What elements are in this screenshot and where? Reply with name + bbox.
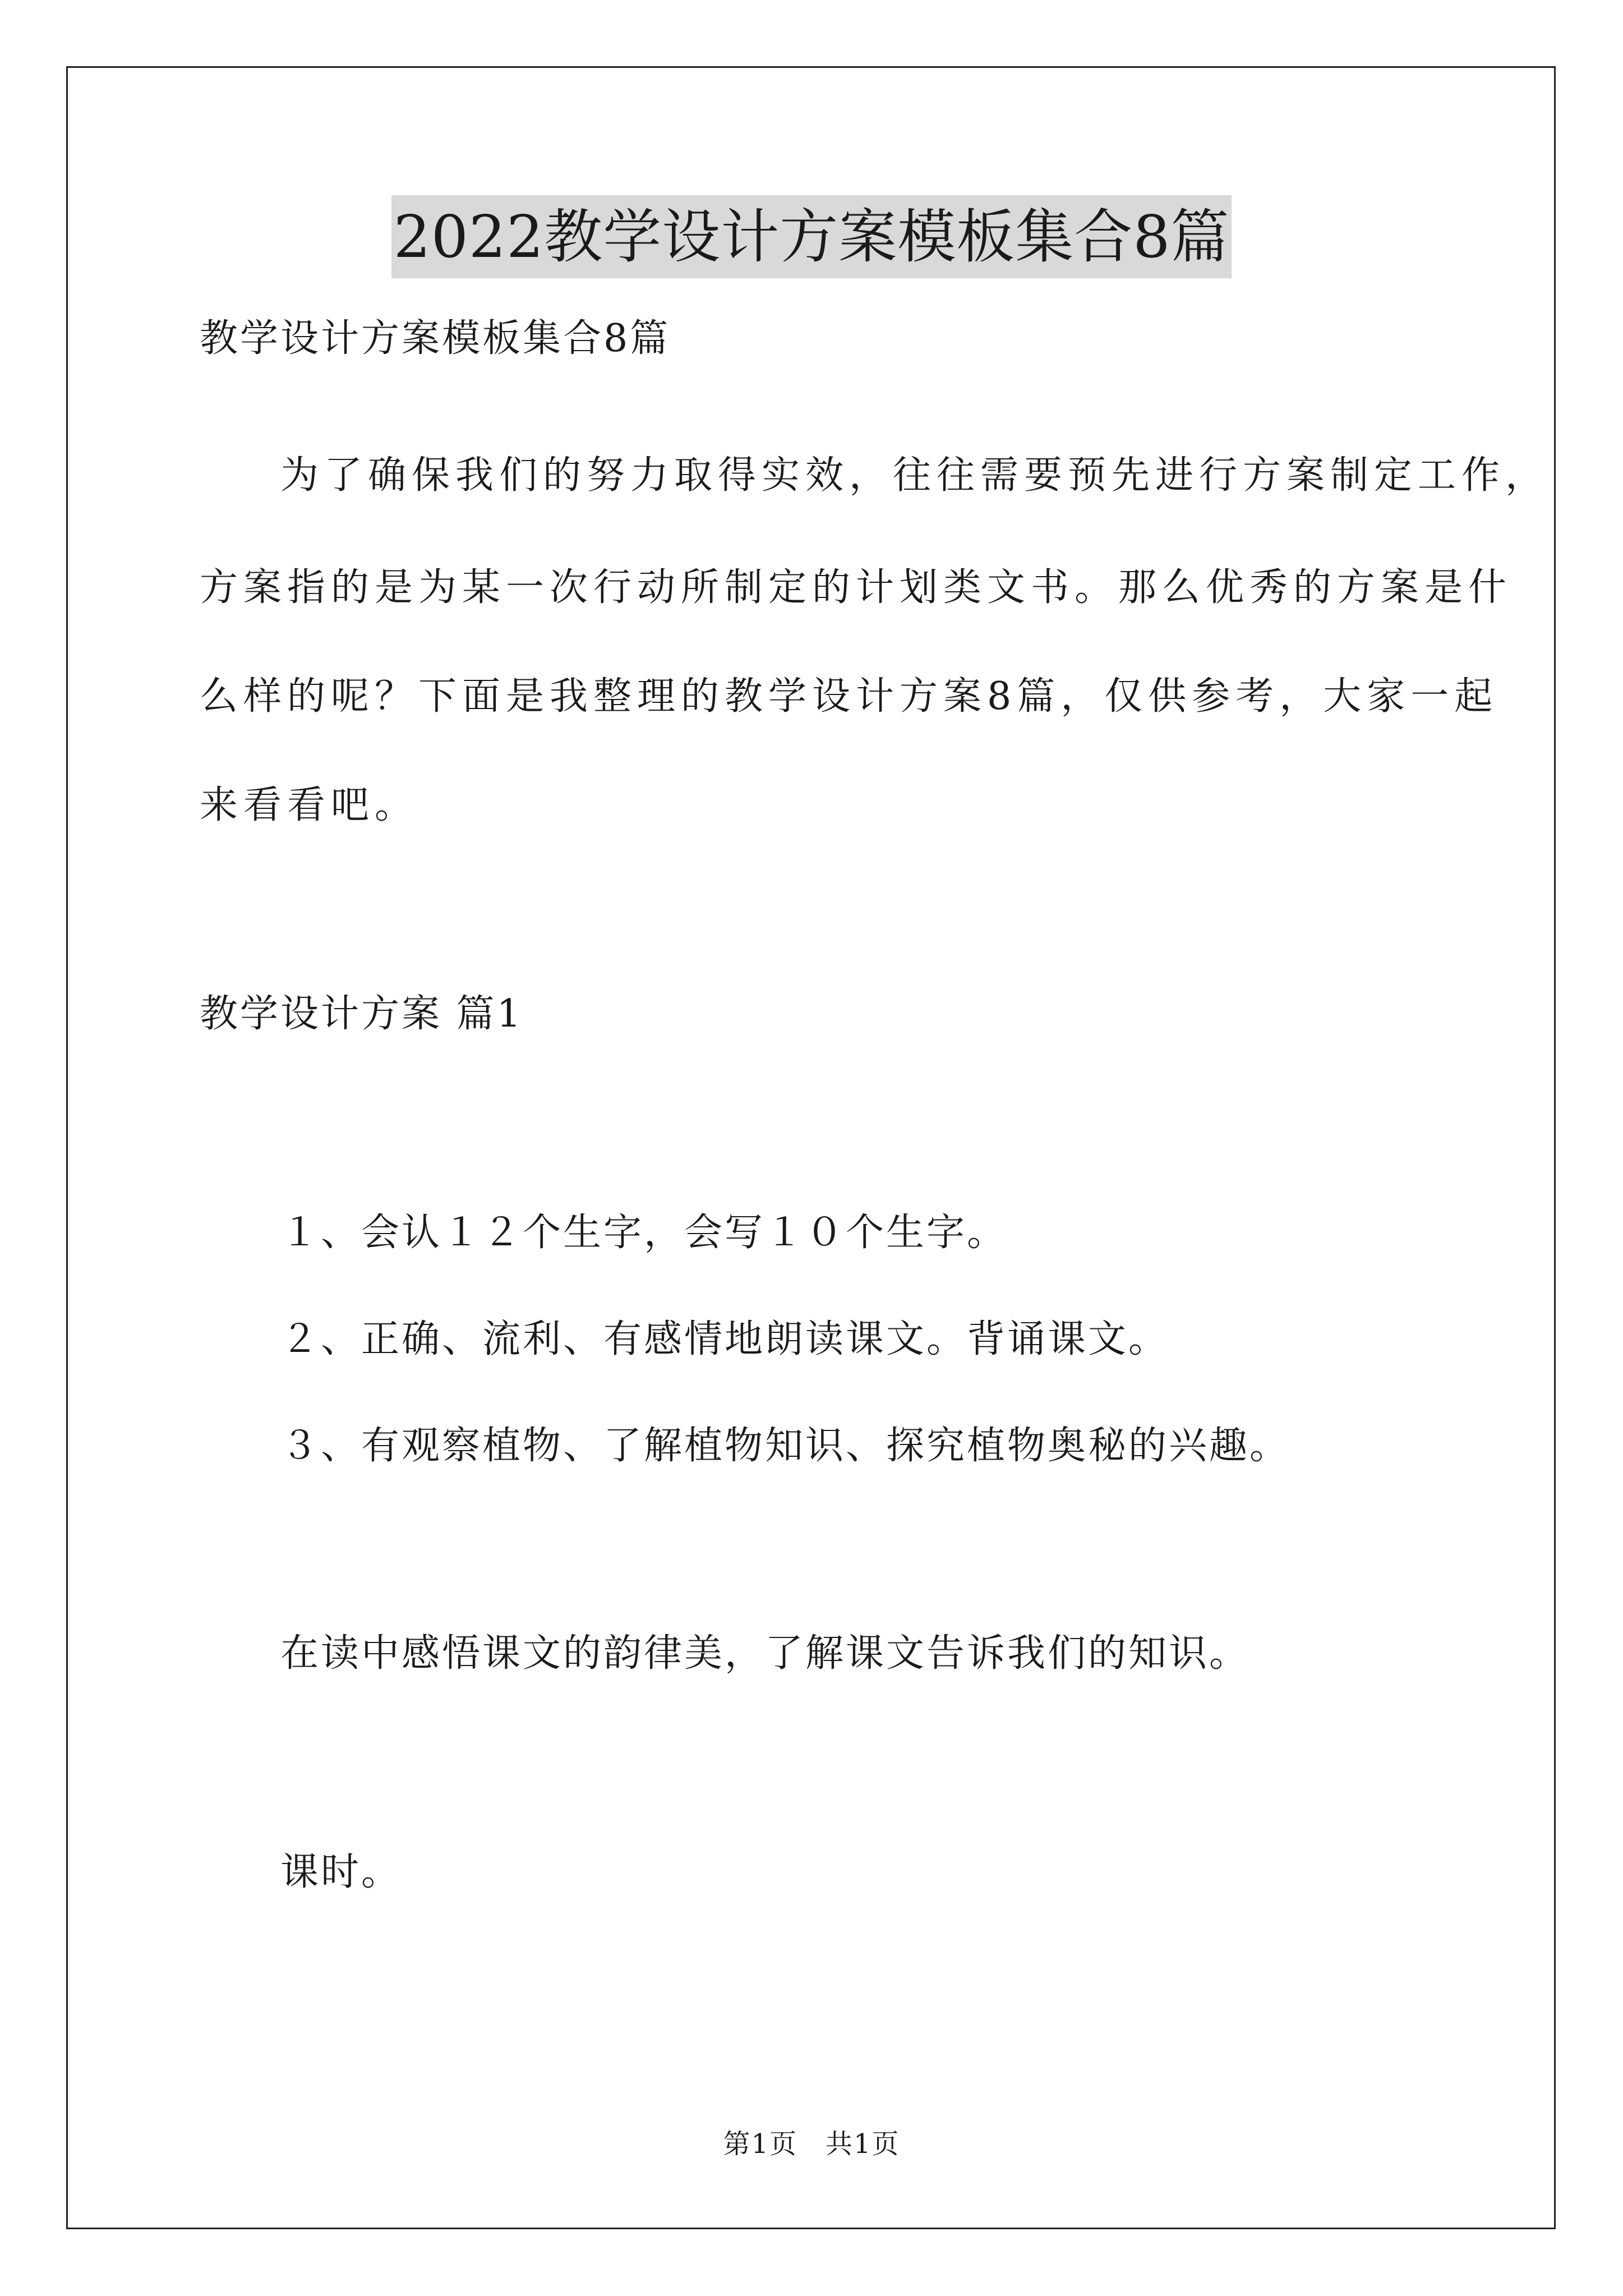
intro-paragraph-line: 为了确保我们的努力取得实效，往往需要预先进行方案制定工作， xyxy=(280,453,1550,498)
intro-paragraph-line: 方案指的是为某一次行动所制定的计划类文书。那么优秀的方案是什 xyxy=(200,565,1513,610)
objective-item: ２、正确、流利、有感情地朗读课文。背诵课文。 xyxy=(280,1317,1169,1361)
page-border xyxy=(66,66,1556,2229)
objective-item: ３、有观察植物、了解植物知识、探究植物奥秘的兴趣。 xyxy=(280,1424,1290,1468)
objective-item: １、会认１２个生字，会写１０个生字。 xyxy=(280,1211,1008,1255)
focus-paragraph: 在读中感悟课文的韵律美，了解课文告诉我们的知识。 xyxy=(280,1631,1250,1676)
period-paragraph: 课时。 xyxy=(280,1850,402,1894)
document-subtitle: 教学设计方案模板集合8篇 xyxy=(200,316,671,361)
intro-paragraph-line: 来看看吧。 xyxy=(200,783,419,827)
section-heading: 教学设计方案 篇1 xyxy=(200,992,523,1036)
intro-paragraph-line: 么样的呢？下面是我整理的教学设计方案8篇，仅供参考，大家一起 xyxy=(200,674,1498,719)
page-footer: 第1页 共1页 xyxy=(723,2128,900,2160)
title-container xyxy=(0,195,1623,278)
document-title: 2022教学设计方案模板集合8篇 xyxy=(391,195,1232,278)
